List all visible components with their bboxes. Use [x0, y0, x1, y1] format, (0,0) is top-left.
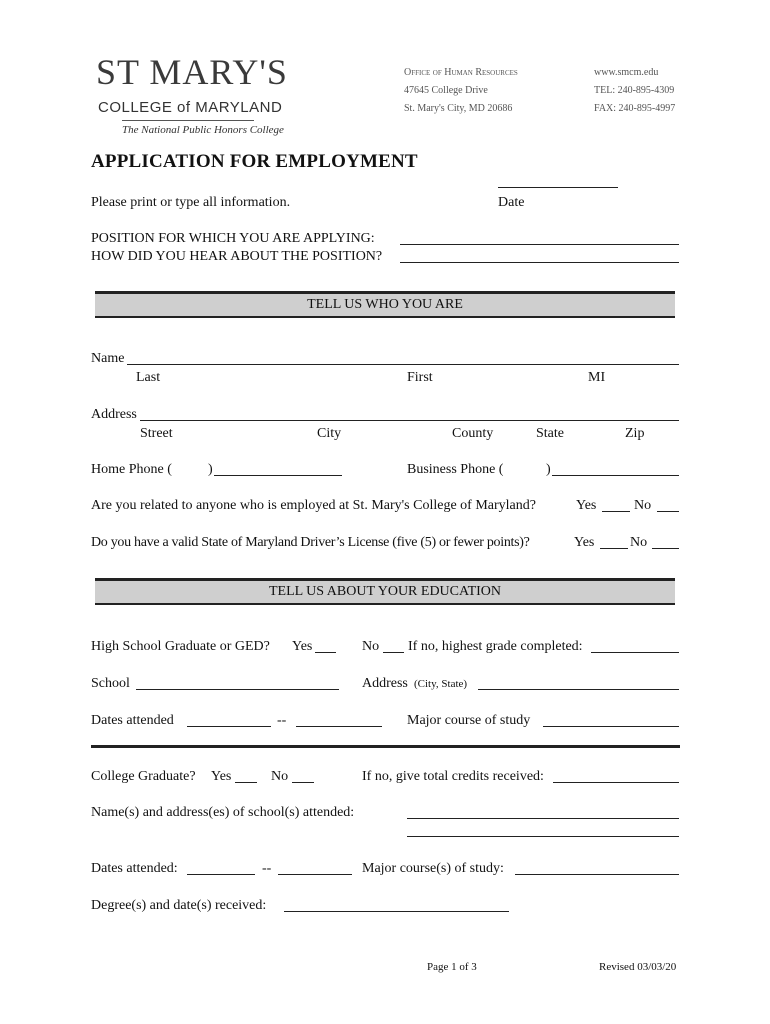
home-phone-label: Home Phone ( — [91, 462, 172, 477]
office-name: Office of Human Resources — [404, 67, 518, 78]
address-field[interactable] — [140, 420, 679, 421]
related-no-field[interactable] — [657, 511, 679, 512]
college-date-dash: -- — [262, 861, 272, 876]
school-address-field[interactable] — [478, 689, 679, 690]
logo-name: ST MARY'S — [96, 52, 288, 92]
state-label: State — [536, 426, 564, 441]
hs-question: High School Graduate or GED? — [91, 639, 270, 654]
city-label: City — [317, 426, 342, 441]
instructions-text: Please print or type all information. — [91, 195, 291, 210]
majors-label: Major course(s) of study: — [362, 861, 504, 876]
college-yes-field[interactable] — [235, 782, 257, 783]
hs-highest-label: If no, highest grade completed: — [408, 639, 583, 654]
related-no-label: No — [634, 498, 652, 513]
office-city: St. Mary's City, MD 20686 — [404, 103, 513, 114]
college-dates-label: Dates attended: — [91, 861, 178, 876]
address-label: Address — [91, 407, 137, 422]
college-date-to-field[interactable] — [278, 874, 352, 875]
name-field[interactable] — [127, 364, 679, 365]
business-phone-field[interactable] — [552, 475, 679, 476]
logo-college: COLLEGE of MARYLAND — [98, 99, 283, 116]
section-header-education: TELL US ABOUT YOUR EDUCATION — [95, 578, 675, 605]
college-no-label: No — [271, 769, 289, 784]
position-field[interactable] — [400, 244, 679, 245]
street-label: Street — [140, 426, 173, 441]
date-field[interactable] — [498, 187, 618, 188]
hs-no-label: No — [362, 639, 380, 654]
hs-date-from-field[interactable] — [187, 726, 271, 727]
page-number: Page 1 of 3 — [427, 961, 477, 973]
school-field[interactable] — [136, 689, 339, 690]
page-title: APPLICATION FOR EMPLOYMENT — [91, 151, 418, 172]
license-yes-field[interactable] — [600, 548, 628, 549]
schools-attended-field-1[interactable] — [407, 818, 679, 819]
name-label: Name — [91, 351, 125, 366]
college-yes-label: Yes — [211, 769, 232, 784]
dates-attended-label: Dates attended — [91, 713, 174, 728]
office-fax: FAX: 240-895-4997 — [594, 103, 676, 114]
school-address-sub: (City, State) — [414, 678, 468, 690]
county-label: County — [452, 426, 494, 441]
hs-date-dash: -- — [277, 713, 287, 728]
business-phone-label: Business Phone ( — [407, 462, 504, 477]
college-logo — [96, 52, 286, 142]
hs-no-field[interactable] — [383, 652, 404, 653]
degrees-label: Degree(s) and date(s) received: — [91, 898, 267, 913]
hs-yes-field[interactable] — [315, 652, 336, 653]
office-tel: TEL: 240-895-4309 — [594, 85, 675, 96]
business-phone-paren: ) — [546, 462, 551, 477]
office-street: 47645 College Drive — [404, 85, 488, 96]
date-label: Date — [498, 195, 525, 210]
mi-label: MI — [588, 370, 606, 385]
home-phone-paren: ) — [208, 462, 213, 477]
school-label: School — [91, 676, 130, 691]
section-header-who: TELL US WHO YOU ARE — [95, 291, 675, 318]
heard-field[interactable] — [400, 262, 679, 263]
hs-yes-label: Yes — [292, 639, 313, 654]
related-yes-field[interactable] — [602, 511, 630, 512]
education-divider — [91, 745, 680, 748]
license-question: Do you have a valid State of Maryland Driver’s License (five (5) or fewer points)? — [91, 535, 530, 550]
revised-date: Revised 03/03/20 — [599, 961, 677, 973]
office-web[interactable]: www.smcm.edu — [594, 67, 659, 78]
schools-attended-label: Name(s) and address(es) of school(s) attended: — [91, 805, 355, 820]
credits-label: If no, give total credits received: — [362, 769, 544, 784]
license-no-field[interactable] — [652, 548, 679, 549]
hs-highest-field[interactable] — [591, 652, 679, 653]
hs-date-to-field[interactable] — [296, 726, 382, 727]
school-address-label: Address — [362, 676, 408, 691]
last-label: Last — [136, 370, 161, 385]
zip-label: Zip — [625, 426, 645, 441]
major-label: Major course of study — [407, 713, 531, 728]
home-phone-field[interactable] — [214, 475, 342, 476]
logo-divider — [122, 120, 254, 121]
license-no-label: No — [630, 535, 648, 550]
related-yes-label: Yes — [576, 498, 597, 513]
related-question: Are you related to anyone who is employed at St. Mary's College of Maryland? — [91, 498, 536, 513]
college-no-field[interactable] — [292, 782, 314, 783]
position-label: POSITION FOR WHICH YOU ARE APPLYING: — [91, 231, 375, 246]
license-yes-label: Yes — [574, 535, 595, 550]
schools-attended-field-2[interactable] — [407, 836, 679, 837]
major-field[interactable] — [543, 726, 679, 727]
majors-field[interactable] — [515, 874, 679, 875]
heard-label: HOW DID YOU HEAR ABOUT THE POSITION? — [91, 249, 383, 264]
college-question: College Graduate? — [91, 769, 196, 784]
college-date-from-field[interactable] — [187, 874, 255, 875]
credits-field[interactable] — [553, 782, 679, 783]
degrees-field[interactable] — [284, 911, 509, 912]
first-label: First — [407, 370, 433, 385]
logo-tagline: The National Public Honors College — [122, 124, 284, 136]
